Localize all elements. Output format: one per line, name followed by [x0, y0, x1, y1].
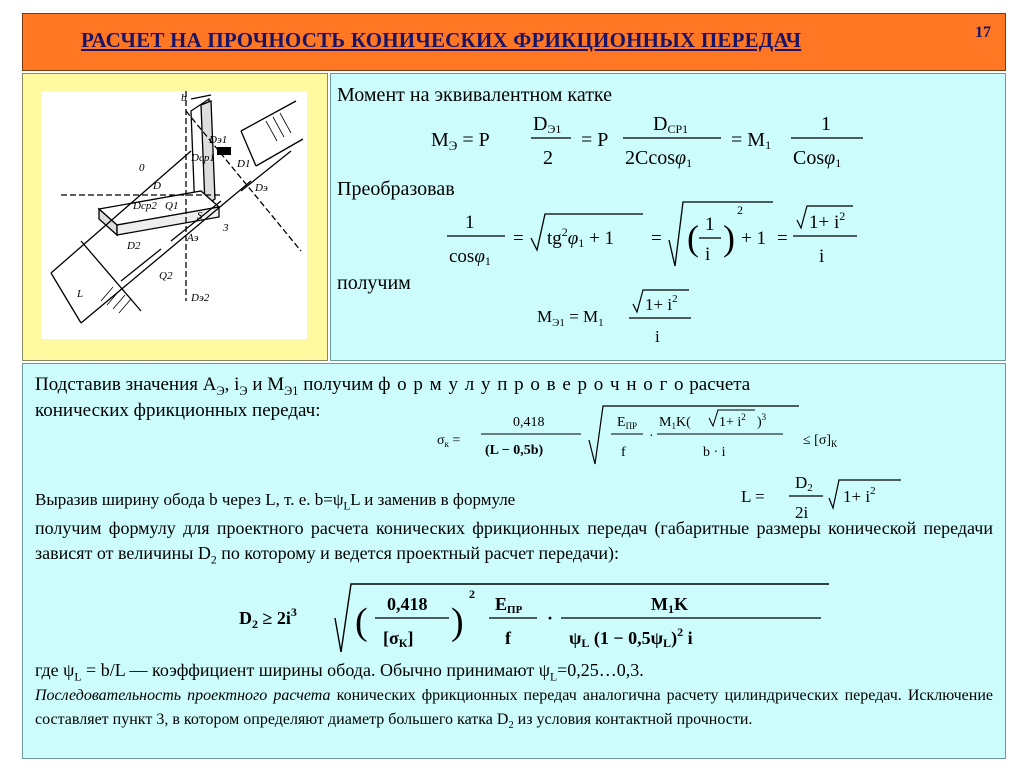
bottom-panel: [22, 363, 1006, 759]
design-formula: [239, 582, 859, 656]
svg-text:i: i: [705, 244, 711, 265]
svg-text:DCP1: DCP1: [653, 113, 689, 136]
sequence-paragraph: Последовательность проектного расчета конических фрикционных передач аналогична расчету цилиндрических передач. Исключение составляет пункт 3, в котором определяют диаметр большего катка $D_2$ из условия контактной прочности.: [35, 687, 994, 732]
svg-text:i: i: [819, 246, 825, 267]
svg-text:i: i: [655, 327, 660, 346]
svg-text:2: 2: [543, 147, 553, 169]
page-title: РАСЧЕТ НА ПРОЧНОСТЬ КОНИЧЕСКИХ ФРИКЦИОННЫХ ПЕРЕДАЧ: [81, 28, 802, 52]
svg-text:=: =: [651, 228, 662, 249]
fig-label-d2: D2: [127, 240, 141, 252]
svg-text:σк =: $\sigma_к$ =: [437, 433, 461, 449]
fig-label-de: Dэ: [255, 182, 268, 194]
svg-text:+ 1: + 1: [741, 228, 766, 249]
svg-text:): ): [723, 218, 735, 258]
svg-text:1+ i2: $1+ i^2$: [719, 412, 746, 430]
svg-text:f: f: [621, 445, 626, 460]
svg-text:EПР: $E_{ПР}$: [617, 415, 638, 431]
svg-text:2: 2: [737, 203, 743, 217]
svg-text:M1K: M1K: [651, 594, 689, 616]
svg-text:ψL (1 − 0,5ψL)2 i: ψL $(1 - 0,5\psi L)^2$ i: [569, 625, 693, 650]
transform-formula: [443, 200, 883, 272]
transform-heading: Преобразовав: [337, 178, 455, 200]
svg-text:1: 1: [465, 212, 475, 233]
svg-text:D2 ≥ 2i3: $D_2 \ge 2i^3$: [239, 605, 297, 631]
svg-text:b · i: b · i: [703, 445, 726, 460]
svg-text:0,418: 0,418: [513, 415, 545, 430]
fig-label-q2: Q2: [159, 270, 173, 282]
fig-label-l: L: [77, 288, 84, 300]
fig-label-d1: D1: [237, 158, 251, 170]
svg-text:MЭ1 = M1: $M_{Э1} = M_1$: [537, 307, 604, 329]
svg-text:tg2φ1 + 1: $tg^2\varphi 1 + 1$: [547, 225, 615, 250]
width-expression-line: Выразив ширину обода b через L, т. е. $b=\psi_LL$ и заменив в формуле: [35, 490, 516, 513]
svg-text:=: =: [513, 228, 524, 249]
check-formula: [437, 402, 857, 468]
svg-text:cosφ1: cosφ1: [449, 246, 491, 268]
svg-text:(: (: [687, 218, 699, 258]
figure-panel: [22, 73, 328, 361]
moment-heading: Момент на эквивалентном катке: [337, 84, 613, 106]
fig-label-3: 3: [223, 222, 229, 234]
fig-label-de2: Dэ2: [191, 292, 210, 304]
svg-text:[σК]: [σК]: [383, 628, 414, 650]
svg-text:): ): [451, 601, 464, 643]
svg-text:EПР: EПР: [495, 594, 523, 616]
equivalent-moment-formula: [537, 280, 737, 350]
fig-label-d: D: [153, 180, 161, 192]
svg-text:1: 1: [821, 113, 831, 135]
svg-text:)3: )$^3$: [757, 412, 767, 430]
fig-label-q1: Q1: [165, 200, 179, 212]
svg-text:·: ·: [547, 608, 554, 628]
svg-text:·: ·: [649, 429, 654, 444]
svg-text:f: f: [505, 628, 511, 648]
svg-text:1: 1: [705, 214, 715, 235]
equivalent-roller-panel: [330, 73, 1006, 361]
svg-text:= M1: = M1: [731, 129, 772, 152]
fig-label-b: b: [181, 92, 187, 104]
svg-text:L =: L =: [741, 487, 765, 506]
fig-label-dcp2: Dср2: [133, 200, 157, 212]
svg-text:1+ i2: $1+ i^2$: [843, 485, 876, 506]
svg-text:0,418: 0,418: [387, 594, 428, 614]
svg-text:2Ccosφ1: 2Ccosφ1: [625, 147, 693, 170]
coefficient-line: где $\psi_L = b/L$ — коэффициент ширины обода. Обычно принимают $\psi_L=0,25\dots 0,3$.: [35, 660, 644, 684]
bevel-gear-drawing: [41, 91, 307, 339]
svg-text:(: (: [355, 601, 368, 643]
svg-text:2i: 2i: [795, 503, 809, 522]
svg-text:D2: D2: [795, 473, 813, 494]
design-formula-paragraph: получим формулу для проектного расчета конических фрикционных передач (габаритные размеры конической передачи зависят от величины $D_2$ по которому и ведется проектный расчет передачи):: [35, 518, 993, 567]
svg-text:≤ [σ]К: ≤ $[\sigma]_К$: [803, 433, 838, 449]
svg-text:MЭ = P: $M_Э = P$: [431, 129, 490, 153]
fig-label-dcp1: Dср1: [191, 152, 215, 164]
svg-text:=: =: [777, 228, 788, 249]
svg-text:2: 2: [469, 587, 475, 601]
substitution-line-2: конических фрикционных передач:: [35, 400, 321, 421]
svg-text:1+ i2: $1+ i^2$: [645, 293, 678, 314]
svg-text:= P: = P: [581, 129, 609, 151]
fig-label-s: S: [197, 210, 203, 222]
svg-text:Cosφ1: Cosφ1: [793, 147, 842, 170]
svg-text:DЭ1: DЭ1: [533, 113, 562, 136]
svg-text:1+ i2: $1+ i^2$: [809, 209, 846, 233]
page-number: 17: [975, 24, 991, 41]
substitution-line: Подставив значения $A_Э$, $i_Э$ и $M_{Э1}$ получим ф о р м у л у п р о в е р о ч н о г о расчета: [35, 374, 751, 398]
title-bar: [22, 13, 1006, 71]
moment-formula: [431, 108, 891, 178]
fig-label-ae: Aэ: [187, 232, 199, 244]
fig-label-o: 0: [139, 162, 145, 174]
svg-text:(L − 0,5b): (L − 0,5b): [485, 443, 544, 458]
svg-text:M1K(: $M_1K$(: [659, 415, 691, 431]
fig-label-de1: Dэ1: [209, 134, 228, 146]
result-heading: получим: [337, 272, 411, 294]
